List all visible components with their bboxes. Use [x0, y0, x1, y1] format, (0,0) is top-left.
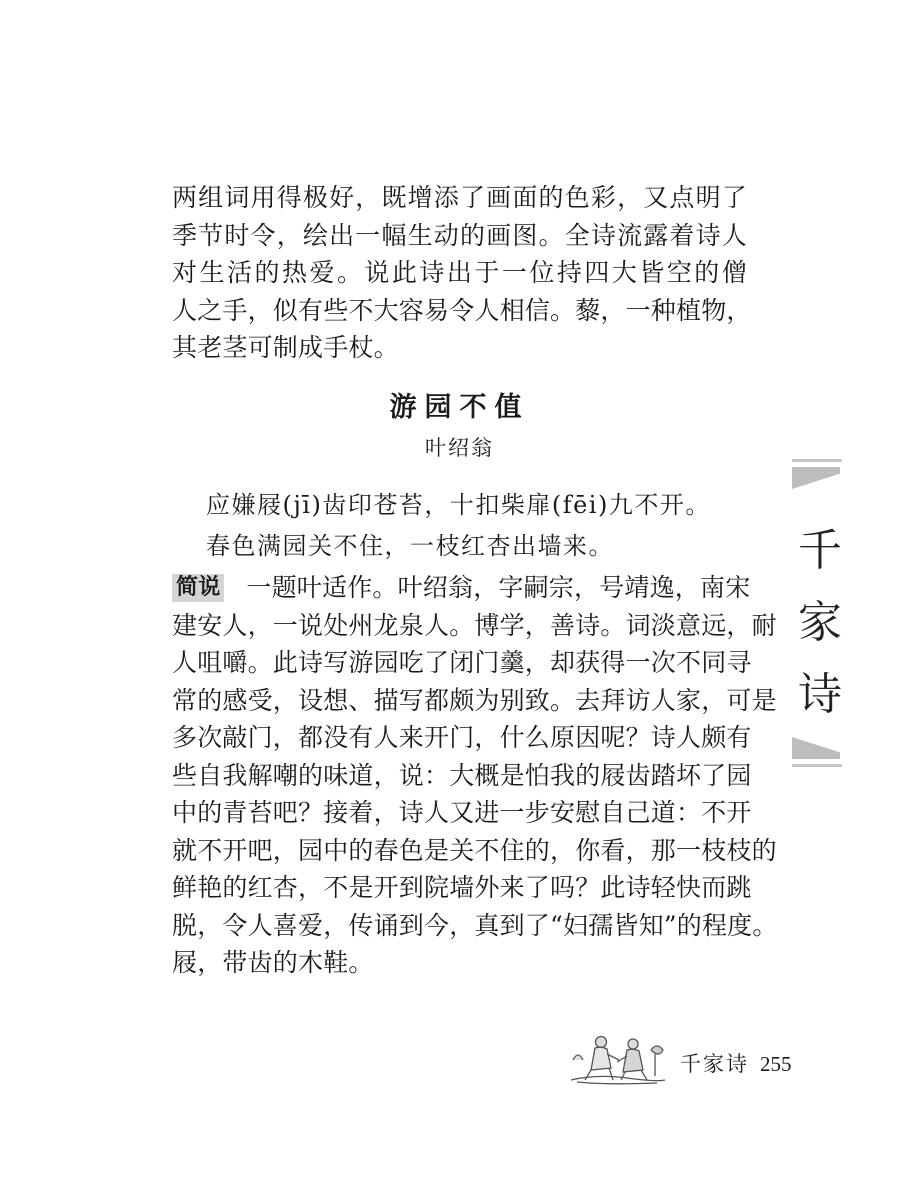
side-tab-title [792, 515, 848, 731]
tab-bottom-rule [792, 764, 842, 767]
tab-bottom-bracket-icon [792, 737, 840, 759]
side-tab-char: 千 [798, 525, 842, 576]
page-number: 255 [760, 1052, 792, 1076]
poem-body [206, 485, 746, 567]
footer-book-name: 千家诗 [680, 1052, 749, 1076]
commentary-line: 屐，带齿的木鞋。 [172, 948, 374, 977]
side-tab-char: 家 [798, 597, 842, 648]
side-tab-char: 诗 [798, 669, 842, 720]
commentary-line: 中的青苔吧？接着，诗人又进一步安慰自己道：不开 [172, 798, 752, 827]
poem-line: 春色满园关不住，一枝红杏出墙来。 [206, 532, 614, 560]
commentary-line: 些自我解嘲的味道，说：大概是怕我的屐齿踏坏了园 [172, 760, 752, 790]
intro-line: 其老茎可制成手杖。 [172, 333, 399, 362]
commentary-line: 就不开吧，园中的春色是关不住的，你看，那一枝枝的 [172, 835, 777, 865]
commentary-line: 建安人，一说处州龙泉人。博学，善诗。词淡意远，耐 [172, 610, 777, 640]
page-footer [567, 1030, 807, 1090]
commentary-line: 多次敲门，都没有人来开门，什么原因呢？诗人颇有 [172, 723, 752, 752]
intro-paragraph [172, 179, 752, 367]
commentary-line: 脱，令人喜爱，传诵到今，真到了“妇孺皆知”的程度。 [172, 910, 778, 940]
poem-title: 游园不值 [389, 392, 530, 423]
commentary-line: 人咀嚼。此诗写游园吃了闭门羹，却获得一次不同寻 [172, 648, 752, 677]
tab-top-rule [792, 459, 842, 462]
commentary-paragraph [172, 569, 778, 982]
figures-illustration-icon [567, 1030, 667, 1086]
commentary-line: 鲜艳的红杏，不是开到院墙外来了吗？此诗轻快而跳 [172, 873, 752, 902]
intro-line: 对生活的热爱。说此诗出于一位持四大皆空的僧 [172, 258, 747, 287]
side-section-tab [792, 459, 852, 767]
intro-line: 人之手，似有些不大容易令人相信。藜，一种植物， [172, 295, 752, 325]
poem-author: 叶绍翁 [425, 436, 494, 460]
tab-top-bracket-icon [792, 467, 840, 489]
commentary-line [172, 569, 751, 607]
intro-line: 季节时令，绘出一幅生动的画图。全诗流露着诗人 [172, 220, 747, 250]
poem-line: 应嫌屐(jī)齿印苍苔，十扣柴扉(fēi)九不开。 [206, 491, 711, 519]
commentary-tag: 简说 [172, 574, 224, 602]
commentary-line-text: 一题叶适作。叶绍翁，字嗣宗，号靖逸，南宋 [246, 573, 751, 602]
commentary-line: 常的感受，设想、描写都颇为别致。去拜访人家，可是 [172, 685, 777, 715]
intro-line: 两组词用得极好，既增添了画面的色彩，又点明了 [172, 183, 747, 212]
